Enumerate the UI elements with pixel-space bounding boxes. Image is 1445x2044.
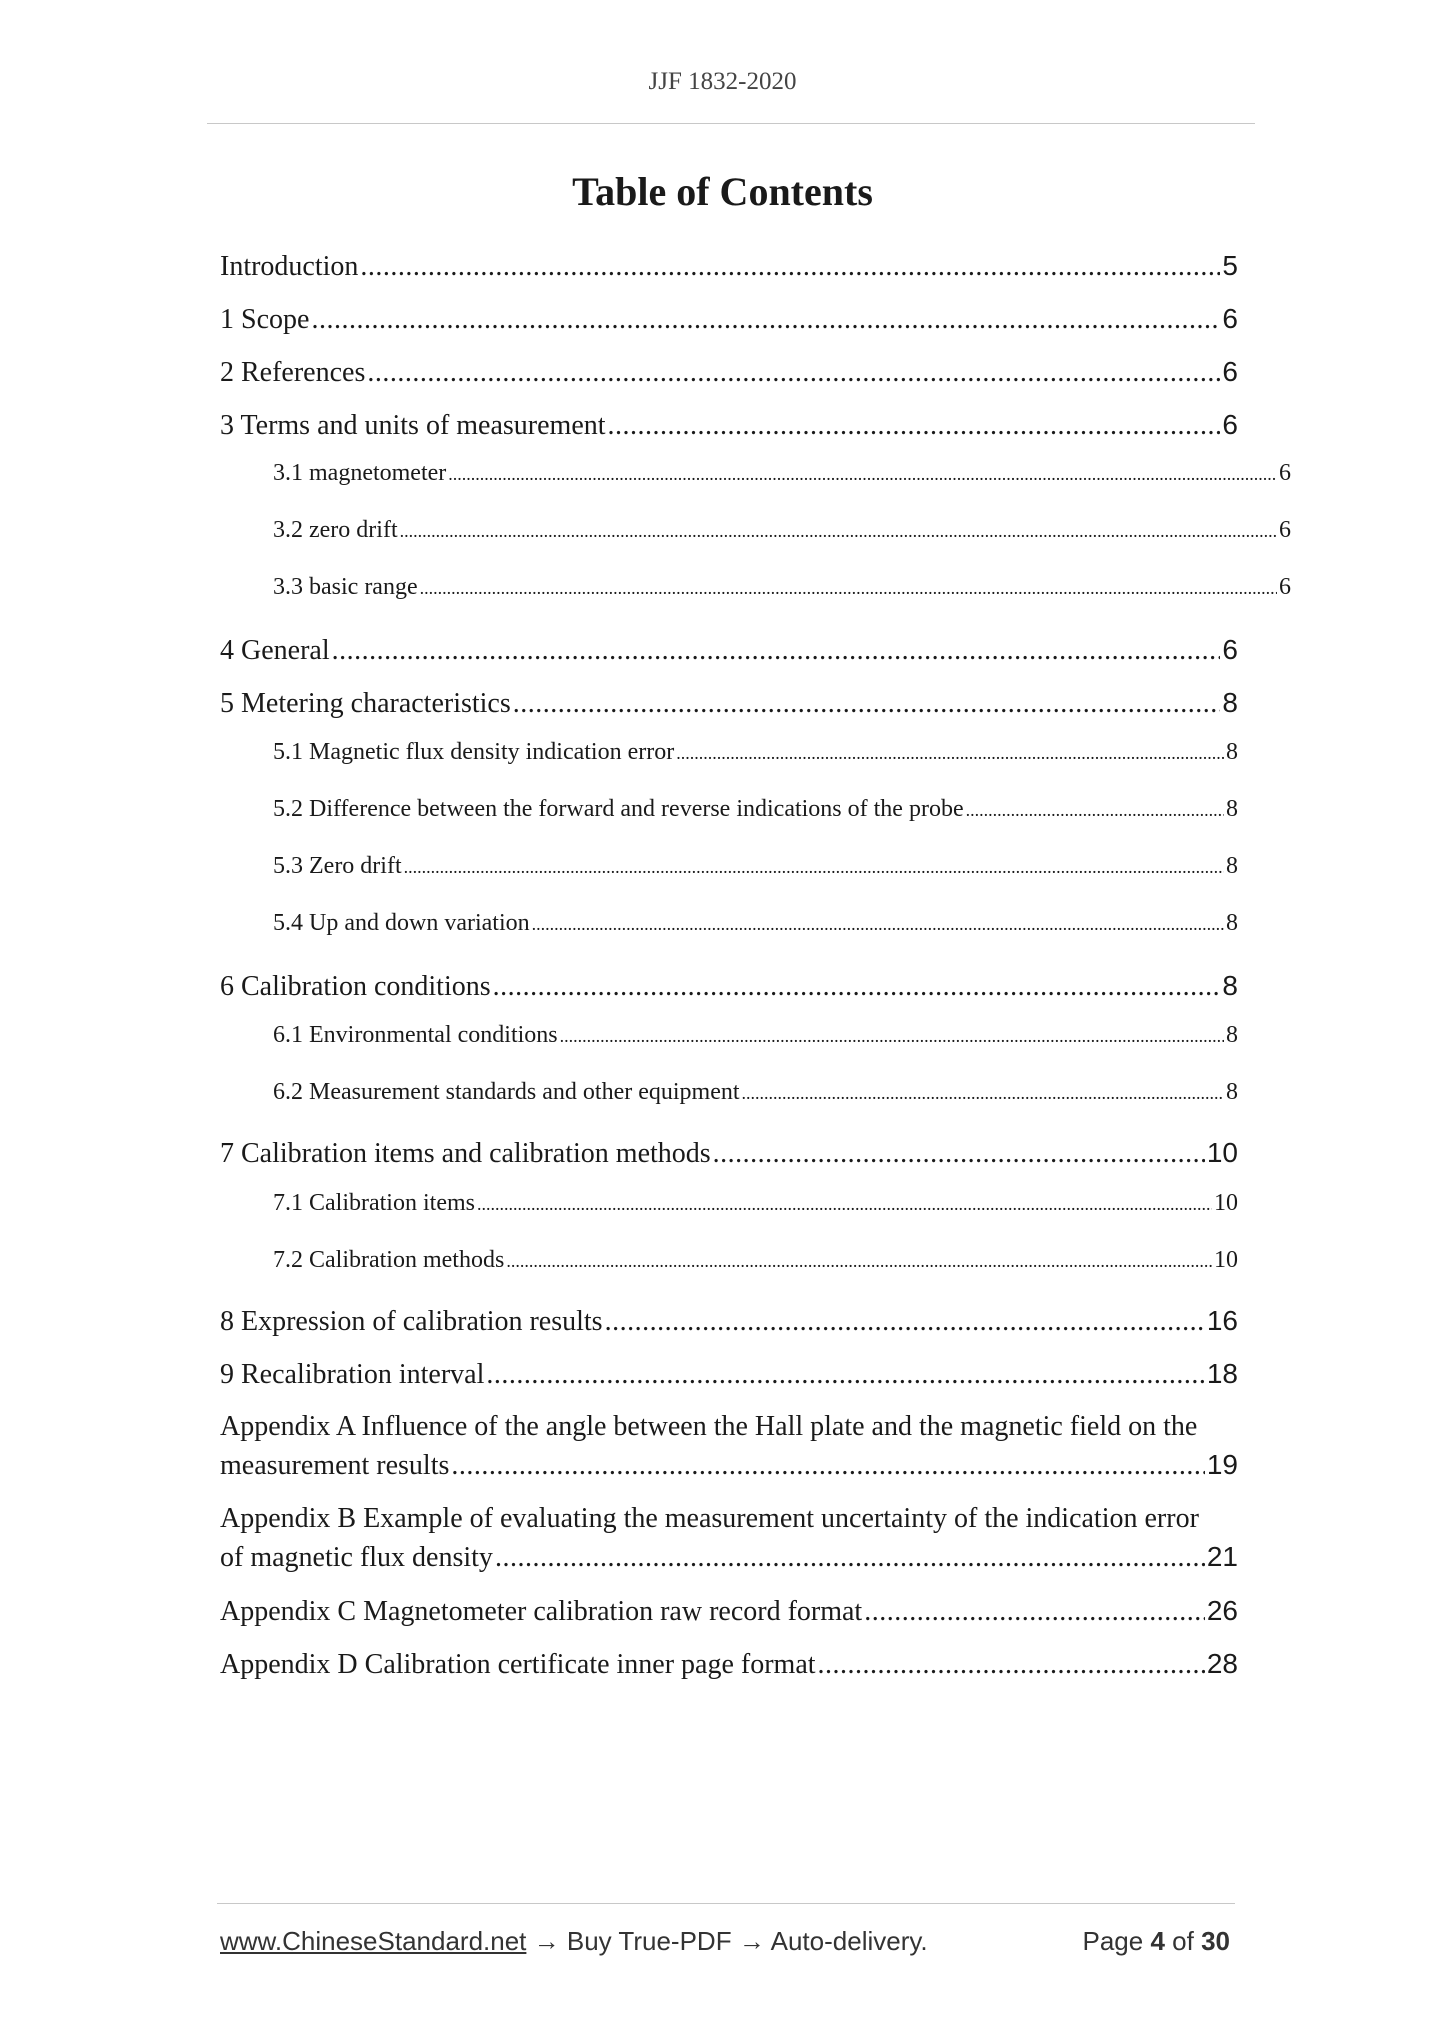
toc-leader-dots xyxy=(448,460,1277,487)
toc-entry-general[interactable] xyxy=(220,634,1238,667)
toc-entry-6-1[interactable] xyxy=(273,1022,1238,1049)
toc-leader-dots xyxy=(605,1306,1205,1338)
toc-leader-dots xyxy=(420,574,1277,601)
toc-page-number: 8 xyxy=(1226,739,1238,765)
toc-entry-title: 1 Scope xyxy=(220,304,310,335)
toc-page-number: 10 xyxy=(1214,1190,1238,1216)
toc-entry-appendix-d[interactable] xyxy=(220,1648,1238,1681)
toc-page-number: 6 xyxy=(1279,460,1291,486)
toc-page-number: 6 xyxy=(1222,409,1238,440)
toc-entry-title: 2 References xyxy=(220,357,366,388)
toc-entry-title: 5.2 Difference between the forward and reverse indications of the probe xyxy=(273,796,964,822)
toc-leader-dots xyxy=(713,1138,1205,1170)
toc-entry-title: 3.2 zero drift xyxy=(273,517,398,543)
toc-entry-title-line2: of magnetic flux density xyxy=(220,1542,493,1573)
toc-page-number: 16 xyxy=(1206,1305,1238,1336)
toc-entry-title: 7.2 Calibration methods xyxy=(273,1247,505,1273)
toc-entry-title: 6.2 Measurement standards and other equipment xyxy=(273,1079,740,1105)
arrow-right-icon: → xyxy=(533,1926,560,1956)
toc-entry-6-2[interactable] xyxy=(273,1079,1238,1106)
toc-leader-dots xyxy=(486,1359,1204,1391)
toc-entry-metering[interactable] xyxy=(220,687,1238,720)
toc-entry-3-3[interactable] xyxy=(273,574,1291,601)
footer-promo xyxy=(220,1926,928,1957)
toc-page-number: 10 xyxy=(1206,1137,1238,1168)
toc-page-number: 6 xyxy=(1279,517,1291,543)
toc-entry-title: Introduction xyxy=(220,251,359,282)
toc-entry-recalibration-interval[interactable] xyxy=(220,1358,1238,1391)
toc-leader-dots xyxy=(400,517,1277,544)
toc-entry-appendix-a[interactable] xyxy=(220,1411,1238,1482)
toc-entry-title: Appendix D Calibration certificate inner page format xyxy=(220,1649,816,1680)
toc-entry-title: 6 Calibration conditions xyxy=(220,971,491,1002)
toc-leader-dots xyxy=(966,796,1224,823)
page-title: Table of Contents xyxy=(572,169,873,214)
toc-entry-7-1[interactable] xyxy=(273,1190,1238,1217)
toc-entry-3-2[interactable] xyxy=(273,517,1291,544)
of-label: of xyxy=(1172,1926,1194,1956)
toc-entry-calibration-items-methods[interactable] xyxy=(220,1137,1238,1170)
toc-page-number: 28 xyxy=(1206,1648,1238,1679)
page-footer xyxy=(220,1926,1230,1957)
toc-leader-dots xyxy=(311,304,1220,336)
toc-page-number: 6 xyxy=(1222,356,1238,387)
toc-leader-dots xyxy=(451,1450,1204,1482)
toc-entry-calibration-conditions[interactable] xyxy=(220,970,1238,1003)
toc-leader-dots xyxy=(367,357,1220,389)
toc-entry-title: 8 Expression of calibration results xyxy=(220,1306,603,1337)
toc-page-number: 8 xyxy=(1226,1079,1238,1105)
toc-entry-title: 3.3 basic range xyxy=(273,574,418,600)
toc-page-number: 6 xyxy=(1279,574,1291,600)
toc-leader-dots xyxy=(404,853,1224,880)
toc-page-number: 5 xyxy=(1222,250,1238,281)
toc-entry-appendix-c[interactable] xyxy=(220,1595,1238,1628)
toc-page-number: 8 xyxy=(1222,970,1238,1001)
toc-page-number: 8 xyxy=(1226,1022,1238,1048)
toc-entry-3-1[interactable] xyxy=(273,460,1291,487)
toc-leader-dots xyxy=(560,1022,1224,1049)
auto-delivery-text: Auto-delivery. xyxy=(770,1926,928,1956)
toc-leader-dots xyxy=(513,688,1221,720)
toc-entry-5-4[interactable] xyxy=(273,910,1238,937)
toc-leader-dots xyxy=(332,635,1221,667)
toc-entry-title: 5.3 Zero drift xyxy=(273,853,402,879)
toc-page-number: 8 xyxy=(1226,796,1238,822)
toc-entry-title: 5 Metering characteristics xyxy=(220,688,511,719)
website-link[interactable]: www.ChineseStandard.net xyxy=(220,1926,527,1956)
toc-entry-title-line1: Appendix B Example of evaluating the measurement uncertainty of the indication error xyxy=(220,1503,1199,1534)
total-page-count: 30 xyxy=(1201,1926,1230,1956)
toc-leader-dots xyxy=(864,1596,1205,1628)
toc-entry-5-1[interactable] xyxy=(273,739,1238,766)
toc-leader-dots xyxy=(742,1079,1224,1106)
toc-entry-references[interactable] xyxy=(220,356,1238,389)
toc-leader-dots xyxy=(818,1649,1205,1681)
toc-page-number: 10 xyxy=(1214,1247,1238,1273)
toc-entry-appendix-b[interactable] xyxy=(220,1503,1238,1574)
toc-entry-title: 5.1 Magnetic flux density indication error xyxy=(273,739,675,765)
arrow-right-icon: → xyxy=(738,1926,765,1956)
toc-leader-dots xyxy=(477,1190,1212,1217)
toc-leader-dots xyxy=(532,910,1224,937)
toc-page-number: 19 xyxy=(1206,1449,1238,1480)
toc-entry-5-2[interactable] xyxy=(273,796,1238,823)
current-page-number: 4 xyxy=(1150,1926,1165,1956)
toc-leader-dots xyxy=(360,251,1220,283)
toc-page-number: 8 xyxy=(1226,853,1238,879)
buy-true-pdf-text: Buy True-PDF xyxy=(566,1926,732,1956)
toc-entry-scope[interactable] xyxy=(220,303,1238,336)
page-indicator xyxy=(1082,1926,1230,1957)
toc-entry-title: 4 General xyxy=(220,635,330,666)
toc-entry-title: 9 Recalibration interval xyxy=(220,1359,485,1390)
toc-entry-title: Appendix C Magnetometer calibration raw record format xyxy=(220,1596,863,1627)
toc-entry-title-line1: Appendix A Influence of the angle between the Hall plate and the magnetic field on the xyxy=(220,1411,1198,1442)
toc-entry-title-line2: measurement results xyxy=(220,1450,450,1481)
toc-entry-title: 3.1 magnetometer xyxy=(273,460,447,486)
toc-leader-dots xyxy=(506,1247,1212,1274)
toc-leader-dots xyxy=(676,739,1224,766)
toc-leader-dots xyxy=(493,971,1221,1003)
toc-page-number: 26 xyxy=(1206,1595,1238,1626)
toc-entry-title: 7 Calibration items and calibration methods xyxy=(220,1138,711,1169)
toc-entry-7-2[interactable] xyxy=(273,1247,1238,1274)
toc-leader-dots xyxy=(608,410,1221,442)
toc-page-number: 18 xyxy=(1206,1358,1238,1389)
toc-entry-5-3[interactable] xyxy=(273,853,1238,880)
toc-entry-introduction[interactable] xyxy=(220,250,1238,283)
toc-leader-dots xyxy=(495,1542,1205,1574)
toc-entry-title: 7.1 Calibration items xyxy=(273,1190,475,1216)
toc-entry-terms[interactable] xyxy=(220,409,1238,442)
document-code-header: JJF 1832-2020 xyxy=(648,68,797,95)
toc-page-number: 8 xyxy=(1226,910,1238,936)
toc-entry-title: 3 Terms and units of measurement xyxy=(220,410,606,441)
toc-entry-title: 5.4 Up and down variation xyxy=(273,910,530,936)
footer-divider xyxy=(217,1903,1235,1904)
page-label: Page xyxy=(1082,1926,1144,1956)
toc-page-number: 6 xyxy=(1222,634,1238,665)
toc-entry-title: 6.1 Environmental conditions xyxy=(273,1022,558,1048)
toc-page-number: 8 xyxy=(1222,687,1238,718)
toc-page-number: 6 xyxy=(1222,303,1238,334)
toc-page-number: 21 xyxy=(1206,1541,1238,1572)
toc-entry-expression-results[interactable] xyxy=(220,1305,1238,1338)
